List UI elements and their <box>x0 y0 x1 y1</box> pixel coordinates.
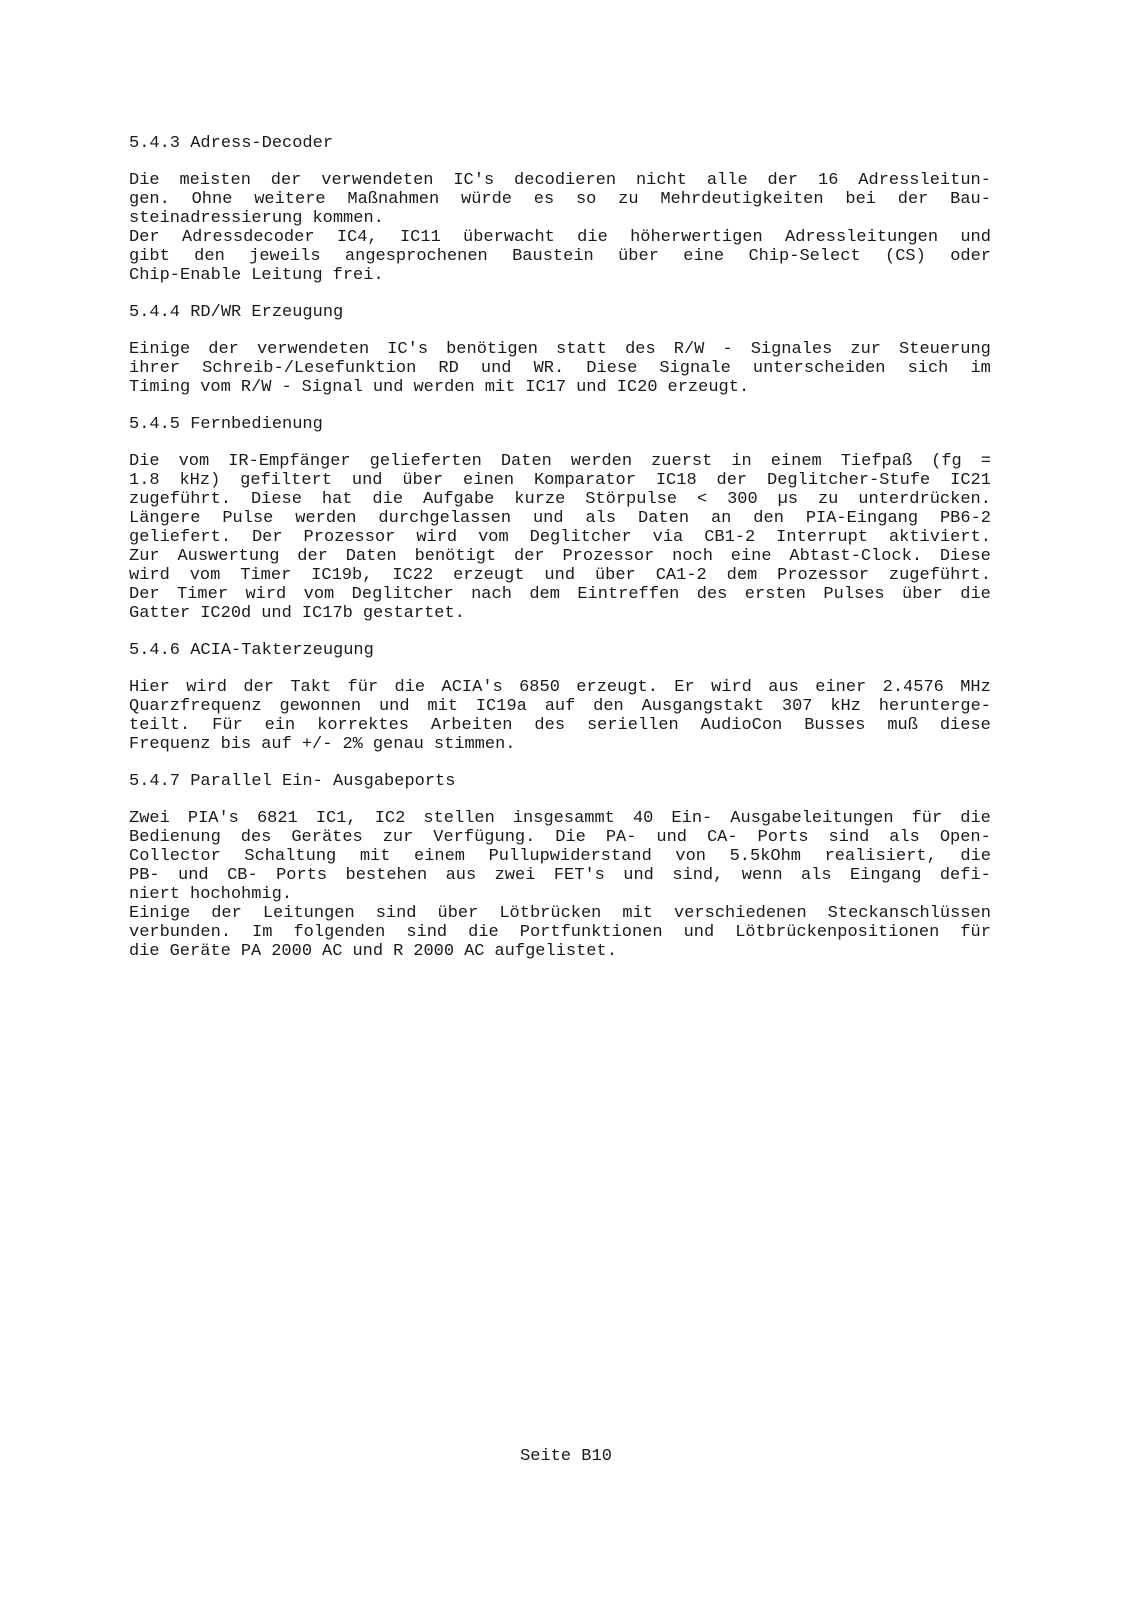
text-line: Bedienung des Gerätes zur Verfügung. Die PA- und CA- Ports sind als Open- <box>129 828 991 847</box>
section-heading: 5.4.6 ACIA-Takterzeugung <box>129 641 374 660</box>
text-line: Der Adressdecoder IC4, IC11 überwacht die höherwertigen Adressleitungen und <box>129 228 991 247</box>
section <box>129 772 991 979</box>
section <box>129 641 991 772</box>
text-line: Frequenz bis auf +/- 2% genau stimmen. <box>129 735 516 754</box>
paragraph <box>129 340 991 397</box>
page-number: Seite B10 <box>520 1447 612 1466</box>
paragraph <box>129 171 991 285</box>
text-line: Der Timer wird vom Deglitcher nach dem Eintreffen des ersten Pulses über die <box>129 585 991 604</box>
document-body <box>129 134 991 979</box>
text-line: Zur Auswertung der Daten benötigt der Prozessor noch eine Abtast-Clock. Diese <box>129 547 991 566</box>
text-line: Collector Schaltung mit einem Pullupwiderstand von 5.5kOhm realisiert, die <box>129 847 991 866</box>
section <box>129 134 991 303</box>
section-heading: 5.4.7 Parallel Ein- Ausgabeports <box>129 772 456 791</box>
text-line: teilt. Für ein korrektes Arbeiten des seriellen AudioCon Busses muß diese <box>129 716 991 735</box>
paragraph <box>129 678 991 754</box>
section-heading: 5.4.4 RD/WR Erzeugung <box>129 303 344 322</box>
paragraph <box>129 452 991 623</box>
text-line: Längere Pulse werden durchgelassen und als Daten an den PIA-Eingang PB6-2 <box>129 509 991 528</box>
text-line: PB- und CB- Ports bestehen aus zwei FET's und sind, wenn als Eingang defi- <box>129 866 991 885</box>
text-line: Einige der Leitungen sind über Lötbrücken mit verschiedenen Steckanschlüssen <box>129 904 991 923</box>
text-line: geliefert. Der Prozessor wird vom Deglitcher via CB1-2 Interrupt aktiviert. <box>129 528 991 547</box>
text-line: wird vom Timer IC19b, IC22 erzeugt und über CA1-2 dem Prozessor zugeführt. <box>129 566 991 585</box>
text-line: Gatter IC20d und IC17b gestartet. <box>129 604 465 623</box>
text-line: Hier wird der Takt für die ACIA's 6850 erzeugt. Er wird aus einer 2.4576 MHz <box>129 678 991 697</box>
text-line: 1.8 kHz) gefiltert und über einen Komparator IC18 der Deglitcher-Stufe IC21 <box>129 471 991 490</box>
text-line: Timing vom R/W - Signal und werden mit IC17 und IC20 erzeugt. <box>129 378 750 397</box>
text-line: verbunden. Im folgenden sind die Portfunktionen und Lötbrückenpositionen für <box>129 923 991 942</box>
text-line: Einige der verwendeten IC's benötigen statt des R/W - Signales zur Steuerung <box>129 340 991 359</box>
text-line: Die meisten der verwendeten IC's decodieren nicht alle der 16 Adressleitun- <box>129 171 991 190</box>
text-line: gibt den jeweils angesprochenen Baustein über eine Chip-Select (CS) oder <box>129 247 991 266</box>
text-line: Zwei PIA's 6821 IC1, IC2 stellen insgesammt 40 Ein- Ausgabeleitungen für die <box>129 809 991 828</box>
text-line: zugeführt. Diese hat die Aufgabe kurze Störpulse < 300 µs zu unterdrücken. <box>129 490 991 509</box>
section <box>129 303 991 415</box>
section-heading: 5.4.3 Adress-Decoder <box>129 134 334 153</box>
text-line: die Geräte PA 2000 AC und R 2000 AC aufgelistet. <box>129 942 617 961</box>
text-line: steinadressierung kommen. <box>129 209 384 228</box>
text-line: ihrer Schreib-/Lesefunktion RD und WR. Diese Signale unterscheiden sich im <box>129 359 991 378</box>
text-line: Die vom IR-Empfänger gelieferten Daten werden zuerst in einem Tiefpaß (fg = <box>129 452 991 471</box>
text-line: gen. Ohne weitere Maßnahmen würde es so zu Mehrdeutigkeiten bei der Bau- <box>129 190 991 209</box>
section-heading: 5.4.5 Fernbedienung <box>129 415 323 434</box>
text-line: niert hochohmig. <box>129 885 293 904</box>
paragraph <box>129 809 991 961</box>
text-line: Quarzfrequenz gewonnen und mit IC19a auf den Ausgangstakt 307 kHz herunterge- <box>129 697 991 716</box>
section <box>129 415 991 641</box>
text-line: Chip-Enable Leitung frei. <box>129 266 384 285</box>
